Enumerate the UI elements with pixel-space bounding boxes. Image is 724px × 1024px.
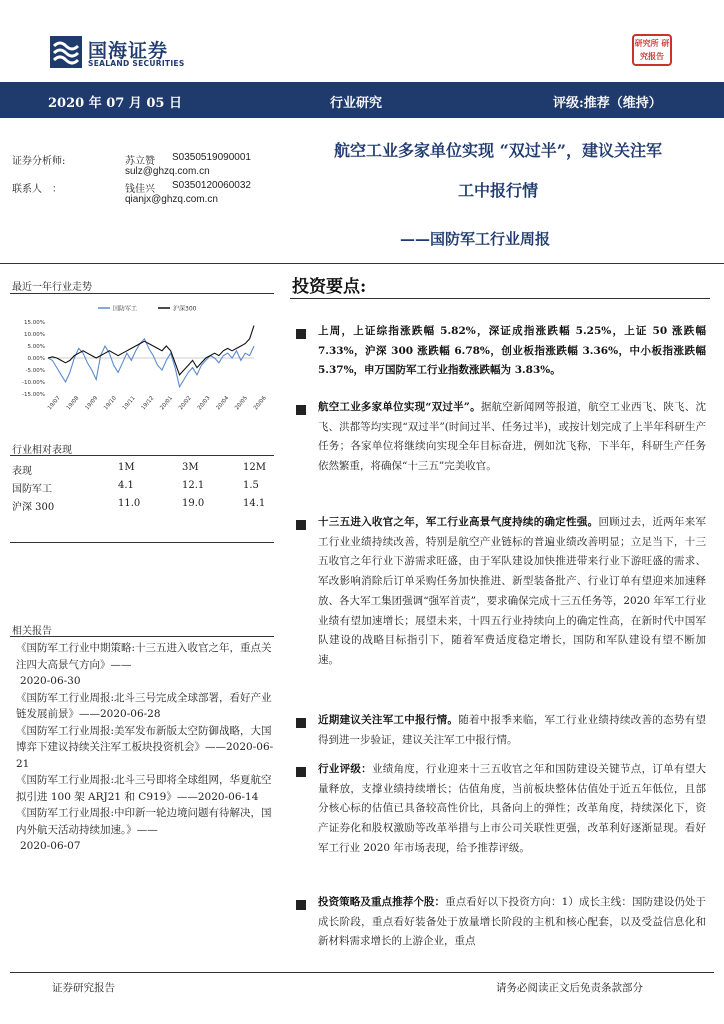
perf-cell: 4.1 [118, 480, 134, 491]
analyst-email[interactable]: sulz@ghzq.com.cn [125, 166, 210, 177]
related-date: 2020-06-30 [20, 675, 81, 687]
analyst-cert: S0350519090001 [172, 152, 251, 163]
invest-point-3: 十三五进入收官之年，军工行业高景气度持续的确定性强。回顾过去，近两年来军工行业业绩持续改善，特别是航空产业链标的普遍业绩改善明显；立足当下，十三五收官之年行业下游需求旺盛，由于军队建设加快推进带来行业下游旺盛的需求、军改影响消除后订单采购任务加快推进、新型装备批产、行业订单有望迎来加速释放、各大军工集团强调“强军首责”，要求确保完成十三五任务等，2020 年军工行业业绩有望加速增长；展望未来，十四五行业持续向上的确定性高，在新时代中国军队建设的战略目标指引下，随着军费适度稳定增长，国防和军队建设有望不断加速。 [318, 516, 707, 666]
bullet-icon [296, 520, 306, 530]
y-tick-label: 5.00% [27, 344, 45, 350]
contact-cert: S0350120060032 [172, 180, 251, 191]
y-tick-label: 15.00% [24, 320, 45, 326]
related-item[interactable]: 《国防军工行业周报:美军发布新版太空防御战略，大国博弈下建议持续关注军工板块投资机会》——2020-06-21 [16, 724, 274, 770]
sealand-logo-icon [50, 36, 82, 68]
invest-point-1: 上周，上证综指涨跌幅 5.82%，深证成指涨跌幅 5.25%，上证 50 涨跌幅 7.33%，沪深 300 涨跌幅 6.78%，创业板指涨跌幅 3.36%，中小板指涨跌幅 5.37%，申万国防军工行业指数涨跌幅为 3.83%。 [318, 325, 706, 377]
y-tick-label: -10.00% [22, 380, 45, 386]
related-item[interactable]: 《国防军工行业周报:北斗三号即将全球组网，华夏航空拟引进 100 架 ARJ21 和 C919》——2020-06-14 [16, 774, 272, 803]
analyst-label: 证券分析师: [12, 156, 66, 167]
x-tick-label: 19/09 [84, 395, 100, 412]
related-date: 2020-06-21 [16, 741, 274, 770]
perf-header-cell: 12M [243, 462, 266, 473]
perf-header-cell: 1M [118, 462, 135, 473]
brand-name-cn: 国海证券 [88, 40, 169, 62]
invest-point-2: 航空工业多家单位实现“双过半”。据航空新闻网等报道，航空工业西飞、陕飞、沈飞、洪都等均实现“双过半”(时间过半、任务过半)，或按计划完成了上半年科研生产任务；各家单位将继续向实现全年目标奋进，例如沈飞称，下半年，科研生产任务依然繁重，将确保“十三五”完美收官。 [318, 401, 706, 473]
series-line-国防军工 [48, 339, 254, 387]
contact-email[interactable]: qianjx@ghzq.com.cn [125, 194, 218, 205]
related-date: 2020-06-14 [197, 790, 259, 803]
x-tick-label: 20/06 [252, 395, 268, 412]
related-item[interactable]: 《国防军工行业周报:北斗三号完成全球部署，看好产业链发展前景》——2020-06-28 [16, 691, 272, 720]
x-tick-label: 19/11 [121, 395, 137, 412]
perf-header-cell: 3M [182, 462, 199, 473]
x-tick-label: 19/07 [46, 395, 62, 412]
analyst-name: 苏立赞 [125, 156, 155, 167]
perf-cell: 1.5 [243, 480, 259, 491]
legend-label-hs300: 沪深300 [173, 305, 197, 313]
divider-trend [10, 293, 274, 294]
perf-cell: 19.0 [182, 498, 205, 509]
trend-chart [10, 296, 272, 426]
report-subtitle: ——国防军工行业周报 [400, 230, 551, 248]
bullet-icon [296, 900, 306, 910]
research-stamp: 研究所 研究报告 [632, 34, 672, 66]
header-banner [0, 82, 724, 118]
invest-point-4: 近期建议关注军工中报行情。随着中报季来临，军工行业业绩持续改善的态势有望得到进一步验证，建议关注军工中报行情。 [318, 714, 707, 746]
perf-cell: 沪深 300 [12, 502, 55, 513]
x-tick-label: 19/08 [65, 395, 81, 412]
x-tick-label: 20/02 [178, 395, 193, 412]
legend-label-defense: 国防军工 [113, 305, 138, 313]
contact-name: 钱佳兴 [125, 184, 155, 195]
brand-name-en: SEALAND SECURITIES [88, 59, 185, 68]
bullet-icon [296, 329, 306, 339]
divider-invest [290, 298, 710, 299]
perf-cell: 11.0 [118, 498, 141, 509]
report-type: 行业研究 [330, 96, 383, 111]
divider-related [10, 636, 274, 637]
divider-footer [10, 972, 714, 973]
related-date: 2020-06-28 [100, 708, 161, 720]
perf-header-cell: 表现 [12, 466, 32, 477]
divider-perf-bottom [10, 542, 274, 543]
report-date: 2020 年 07 月 05 日 [48, 96, 182, 111]
related-heading: 相关报告 [12, 626, 52, 637]
perf-cell: 12.1 [182, 480, 205, 491]
trend-heading: 最近一年行业走势 [12, 282, 92, 293]
x-tick-label: 20/01 [159, 395, 175, 412]
perf-heading: 行业相对表现 [12, 445, 72, 456]
divider-perf [10, 455, 274, 456]
bullet-icon [296, 767, 306, 777]
series-line-沪深300 [48, 326, 254, 375]
related-item[interactable]: 《国防军工行业中期策略:十三五进入收官之年，重点关注四大高景气方向》—— 2020-06-30 [16, 642, 272, 687]
related-list [16, 640, 278, 855]
report-title-line1: 航空工业多家单位实现 “双过半”，建议关注军 [334, 141, 662, 160]
perf-cell: 14.1 [243, 498, 266, 509]
y-tick-label: -15.00% [22, 392, 45, 398]
divider-top [0, 263, 724, 264]
related-date: 2020-06-07 [20, 840, 81, 852]
invest-point-5: 行业评级：业绩角度，行业迎来十三五收官之年和国防建设关键节点，订单有望大量释放，支撑业绩持续增长；估值角度，当前板块整体估值处于近五年低位，且部分核心标的估值已具备较高性价比，具备向上的弹性；改革角度，持续深化下，资产证券化和股权激励等改革举措与上市公司关联性更强，改革利好逐渐显现。看好军工行业 2020 年市场表现，给予推荐评级。 [318, 763, 707, 854]
x-tick-label: 20/04 [215, 395, 231, 412]
footer-left: 证券研究报告 [52, 982, 115, 994]
bullet-icon [296, 718, 306, 728]
perf-cell: 国防军工 [12, 484, 52, 495]
invest-heading: 投资要点: [292, 277, 367, 297]
y-tick-label: 10.00% [24, 332, 45, 338]
x-tick-label: 19/10 [103, 395, 118, 412]
contact-label: 联系人 ： [12, 184, 62, 195]
bullet-icon [296, 405, 306, 415]
report-title-line2: 工中报行情 [457, 181, 538, 200]
x-tick-label: 19/12 [140, 395, 156, 412]
x-tick-label: 20/03 [196, 395, 212, 412]
y-tick-label: -5.00% [25, 368, 45, 374]
brand-logo [50, 34, 210, 74]
footer-right: 请务必阅读正文后免责条款部分 [496, 982, 643, 994]
report-rating: 评级:推荐（维持） [553, 96, 662, 111]
x-tick-label: 20/05 [234, 395, 249, 412]
y-tick-label: 0.00% [27, 356, 45, 362]
invest-point-6: 投资策略及重点推荐个股：重点看好以下投资方向：1）成长主线：国防建设仍处于成长阶段，重点看好装备处于放量增长阶段的主机和核心配套，以及受益信息化和新材料需求增长的上游企业，重点 [318, 896, 706, 948]
related-item[interactable]: 《国防军工行业周报:中印新一轮边境问题有待解决，国内外航天活动持续加速。》—— 2020-06-07 [16, 807, 272, 852]
